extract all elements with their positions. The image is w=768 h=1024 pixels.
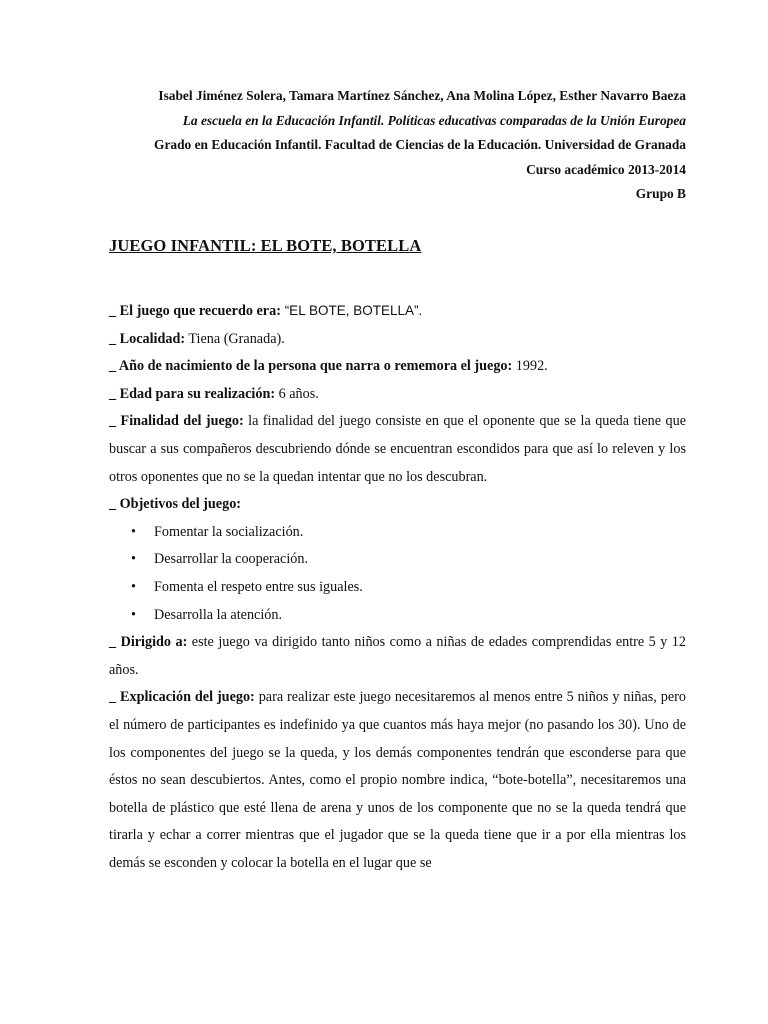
list-item-text: Fomenta el respeto entre sus iguales. bbox=[154, 578, 363, 595]
list-item bbox=[109, 574, 686, 602]
document-body bbox=[109, 297, 686, 877]
field-anio bbox=[109, 353, 686, 381]
list-item-text: Fomentar la socialización. bbox=[154, 523, 304, 540]
field-value: este juego va dirigido tanto niños como a niñas de edades comprendidas entre 5 y 12 años. bbox=[109, 634, 686, 678]
field-dirigido bbox=[109, 629, 686, 684]
field-label: _ Objetivos del juego: bbox=[109, 496, 242, 513]
field-label: _ Año de nacimiento de la persona que narra o rememora el juego: bbox=[109, 358, 513, 375]
title-lead: JUEGO INFANTIL bbox=[109, 236, 251, 255]
academic-year-line: Curso académico 2013-2014 bbox=[526, 161, 686, 177]
document-header bbox=[66, 84, 686, 207]
field-label: _ Dirigido a: bbox=[109, 634, 188, 651]
bullet-icon: • bbox=[131, 551, 136, 568]
bullet-icon: • bbox=[131, 523, 136, 540]
field-value: para realizar este juego necesitaremos al menos entre 5 niños y niñas, pero el número de participantes es indefinido ya que cuantos más haya mejor (no pasando los 30). Uno de los componentes del juego se la queda, y los demás componentes tendrán que esconderse para que éstos no sean descubiertos. Antes, como el propio nombre indica, “bote-botella”, necesitaremos una botella de plástico que esté llena de arena y unos de los componente que no se la queda tendrá que tirarla y echar a correr mientras que el jugador que se la queda tiene que ir a por ella mientras los demás se esconden y colocar la botella en el lugar que se bbox=[109, 689, 686, 871]
field-value: la finalidad del juego consiste en que el oponente que se la queda tiene que buscar a sus compañeros descubriendo dónde se encuentran escondidos para que así lo releven y los otros oponentes que no se la quedan intentar que no los descubran. bbox=[109, 413, 686, 485]
field-edad bbox=[109, 381, 686, 409]
field-label: _ Edad para su realización: bbox=[109, 385, 276, 402]
field-explicacion bbox=[109, 684, 686, 877]
list-item-text: Desarrollar la cooperación. bbox=[154, 551, 309, 568]
title-rest: : EL BOTE, BOTELLA bbox=[250, 236, 422, 255]
field-label: _ Finalidad del juego: bbox=[109, 413, 244, 430]
field-label: _ Explicación del juego: bbox=[109, 689, 255, 706]
document-title bbox=[109, 236, 421, 256]
field-value: 6 años. bbox=[275, 385, 319, 402]
field-value: Tiena (Granada). bbox=[185, 330, 285, 347]
course-title-line: La escuela en la Educación Infantil. Políticas educativas comparadas de la Unión Europea bbox=[182, 112, 686, 128]
field-localidad bbox=[109, 326, 686, 354]
list-item-text: Desarrolla la atención. bbox=[154, 606, 283, 623]
objetivos-list bbox=[109, 519, 686, 629]
field-value: “EL BOTE, BOTELLA”. bbox=[280, 303, 423, 318]
field-juego bbox=[109, 297, 686, 326]
bullet-icon: • bbox=[131, 606, 136, 623]
authors-line: Isabel Jiménez Solera, Tamara Martínez Sánchez, Ana Molina López, Esther Navarro Baeza bbox=[158, 88, 686, 103]
field-label: _ Localidad: bbox=[109, 330, 186, 347]
group-line: Grupo B bbox=[635, 186, 686, 201]
field-finalidad bbox=[109, 408, 686, 491]
field-value: 1992. bbox=[512, 358, 548, 375]
bullet-icon: • bbox=[131, 578, 136, 595]
list-item bbox=[109, 519, 686, 547]
list-item bbox=[109, 546, 686, 574]
field-label: _ El juego que recuerdo era: bbox=[109, 303, 281, 319]
list-item bbox=[109, 602, 686, 630]
field-objetivos bbox=[109, 491, 686, 519]
degree-line: Grado en Educación Infantil. Facultad de Ciencias de la Educación. Universidad de Granada bbox=[154, 137, 686, 152]
